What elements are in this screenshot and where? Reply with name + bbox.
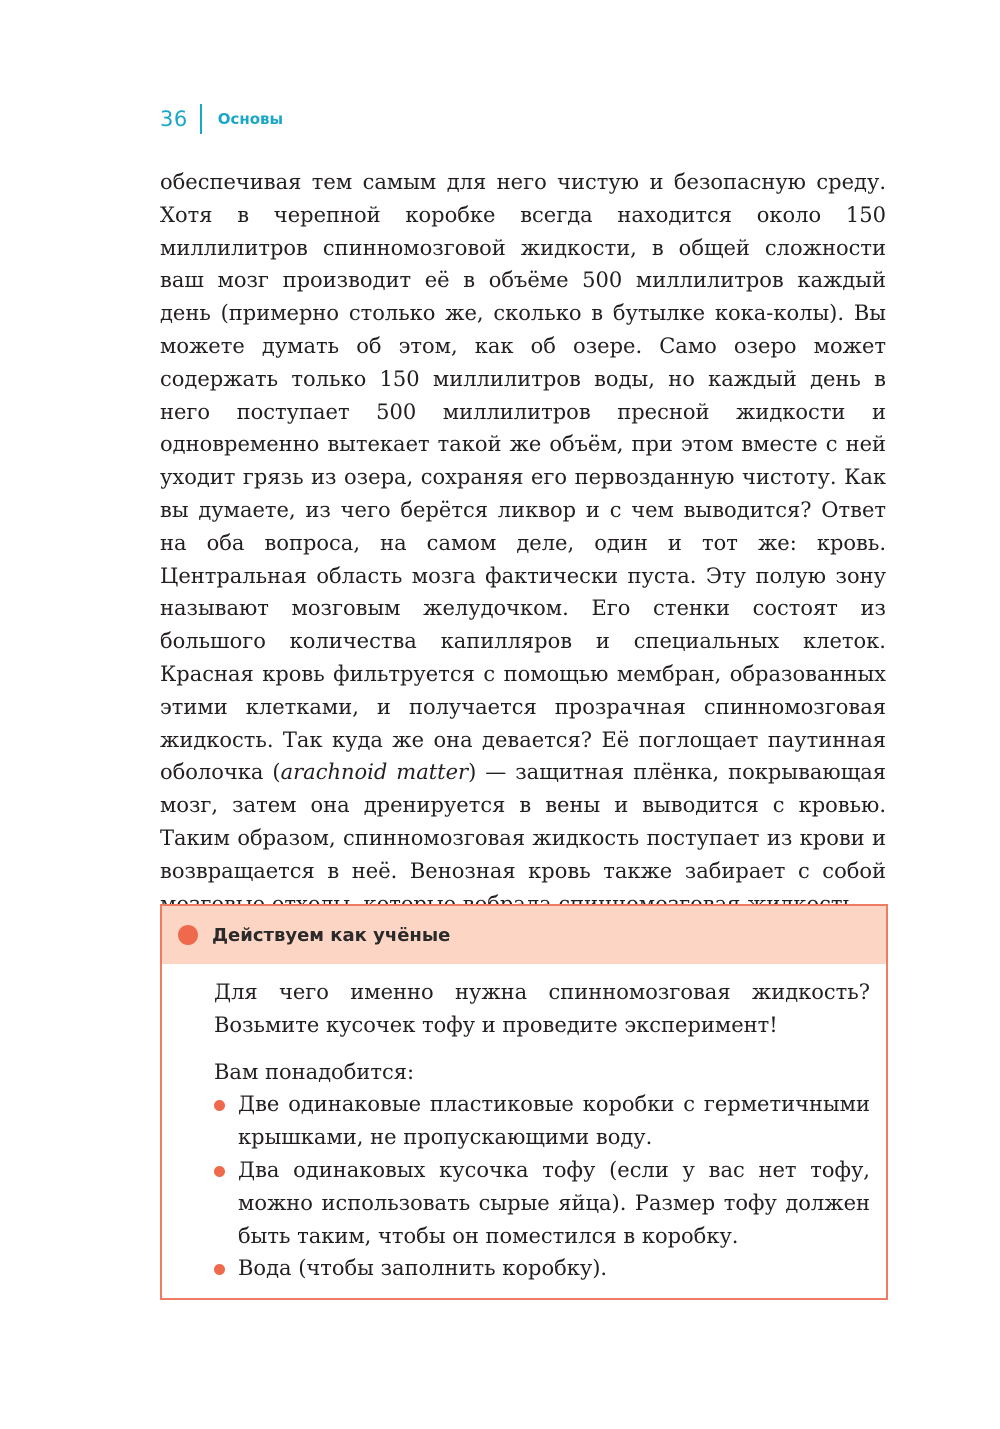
running-head bbox=[160, 104, 283, 134]
experiment-box-body bbox=[162, 964, 886, 1285]
bullet-dot-icon bbox=[214, 1100, 225, 1111]
experiment-box-header bbox=[162, 906, 886, 964]
experiment-intro: Для чего именно нужна спинномозговая жидкость? Возьмите кусочек тофу и проведите эксперимент! bbox=[214, 980, 870, 1037]
page-number: 36 bbox=[160, 107, 188, 131]
list-item-text: Две одинаковые пластиковые коробки с герметичными крышками, не пропускающими воду. bbox=[238, 1092, 870, 1150]
experiment-box-title: Действуем как учёные bbox=[212, 924, 451, 946]
header-divider bbox=[200, 104, 202, 134]
section-title: Основы bbox=[217, 110, 284, 128]
list-item bbox=[214, 1088, 870, 1154]
list-item-text: Вода (чтобы заполнить коробку). bbox=[238, 1256, 608, 1281]
latin-term: arachnoid matter bbox=[280, 760, 469, 785]
materials-list bbox=[214, 1088, 870, 1285]
body-text-start: обеспечивая тем самым для него чистую и безопасную среду. Хотя в черепной коробке всегда находится около 150 миллилитров спинномозговой жидкости, в общей сложности ваш мозг производит её в объёме 500 миллилитров каждый день (примерно столько же, сколько в бутылке кока-колы). Вы можете думать об этом, как об озере. Само озеро может содержать только 150 миллилитров воды, но каждый день в него поступает 500 миллилитров пресной жидкости и одновременно вытекает такой же объём, при этом вместе с ней уходит грязь из озера, сохраняя его первозданную чистоту. Как вы думаете, из чего берётся ликвор и с чем выводится? Ответ на оба вопроса, на самом деле, один и тот же: кровь. Центральная область мозга фактически пуста. Эту полую зону называют мозговым желудочком. Его стенки состоят из большого количества капилляров и специальных клеток. Красная кровь фильтруется с помощью мембран, образованных этими клетками, и получается прозрачная спинномозговая жидкость. Так куда же она девается? Её поглощает паутинная оболочка ( bbox=[160, 170, 886, 785]
circle-bullet-icon bbox=[178, 925, 198, 945]
list-item bbox=[214, 1252, 870, 1285]
bullet-dot-icon bbox=[214, 1264, 225, 1275]
materials-lead: Вам понадобится: bbox=[214, 1059, 415, 1084]
bullet-dot-icon bbox=[214, 1166, 225, 1177]
body-text-end: ) — защитная плёнка, покрывающая мозг, затем она дренируется в вены и выводится с кровью. Таким образом, спинномозговая жидкость поступает из крови и возвращается в неё. Венозная кровь также забирает с собой bbox=[160, 760, 886, 883]
body-paragraph bbox=[160, 166, 886, 920]
list-item bbox=[214, 1154, 870, 1252]
experiment-box bbox=[160, 904, 888, 1300]
list-item-text: Два одинаковых кусочка тофу (если у вас нет тофу, можно использовать сырые яйца). Размер тофу должен быть таким, чтобы он поместился в коробку. bbox=[238, 1157, 870, 1248]
